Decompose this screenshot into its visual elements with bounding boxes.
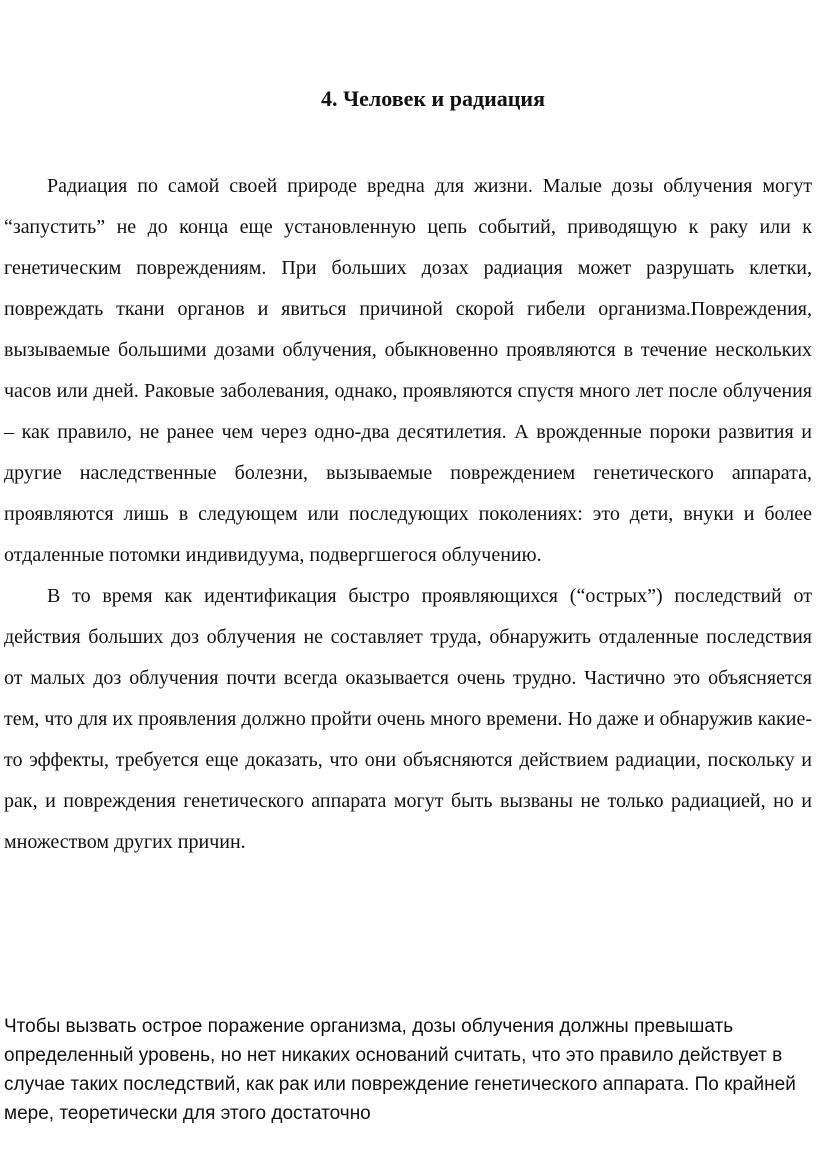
paragraph-3: Чтобы вызвать острое поражение организма, дозы облучения должны превышать определенный уровень, но нет никаких оснований считать, что это правило действует в случае таких последствий, как рак или повреждение генетического аппарата. По крайней мере, теоретически для этого достаточно bbox=[4, 1016, 796, 1124]
body-text bbox=[4, 166, 812, 863]
paragraph-1: Радиация по самой своей природе вредна для жизни. Малые дозы облучения могут “запустить” не до конца еще установленную цепь событий, приводящую к раку или к генетическим повреждениям. При больших дозах радиация может разрушать клетки, повреждать ткани органов и явиться причиной скорой гибели организма.Повреждения, вызываемые большими дозами облучения, обыкновенно проявляются в течение нескольких часов или дней. Раковые заболевания, однако, проявляются спустя много лет после облучения – как правило, не ранее чем через одно-два десятилетия. А врожденные пороки развития и другие наследственные болезни, вызываемые повреждением генетического аппарата, проявляются лишь в следующем или последующих поколениях: это дети, внуки и более отдаленные потомки индивидуума, подвергшегося облучению. bbox=[4, 175, 812, 566]
paragraph-2: В то время как идентификация быстро проявляющихся (“острых”) последствий от действия больших доз облучения не составляет труда, обнаружить отдаленные последствия от малых доз облучения почти всегда оказывается очень трудно. Частично это объясняется тем, что для их проявления должно пройти очень много времени. Но даже и обнаружив какие-то эффекты, требуется еще доказать, что они объясняются действием радиации, поскольку и рак, и повреждения генетического аппарата могут быть вызваны не только радиацией, но и множеством других причин. bbox=[4, 585, 812, 853]
page-title: 4. Человек и радиация bbox=[321, 86, 545, 111]
